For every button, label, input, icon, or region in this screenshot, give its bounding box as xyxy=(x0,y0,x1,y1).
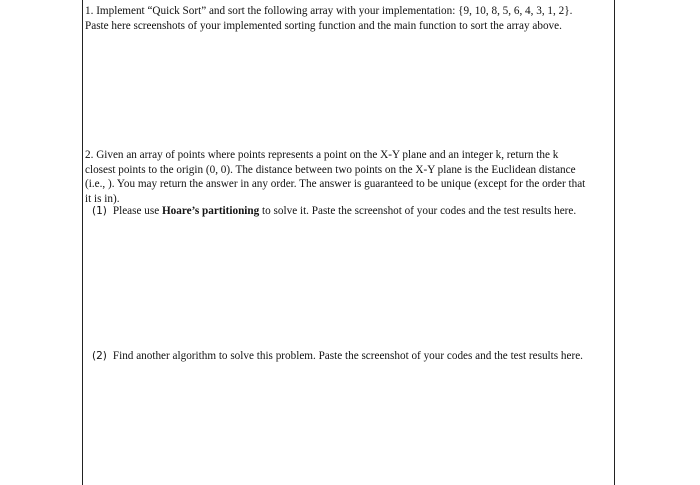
part-1-marker: (1) xyxy=(92,205,107,217)
table-right-border xyxy=(614,0,615,485)
part-1-bold-term: Hoare’s partitioning xyxy=(161,205,260,217)
question-2-part-1 xyxy=(92,204,612,219)
question-2-line-2: closest points to the origin (0, 0). The distance between two points on the X-Y plane is the Euclidean distance xyxy=(85,163,576,176)
question-1-line-1: 1. Implement “Quick Sort” and sort the following array with your implementation: {9, 10, 8, 5, 6, 4, 3, 1, 2}. xyxy=(85,5,573,17)
part-1-suffix: to solve it. Paste the screenshot of your codes and the test results here. xyxy=(259,205,577,217)
question-2-line-1: 2. Given an array of points where points represents a point on the X-Y plane and an integer k, return the k xyxy=(85,149,559,161)
part-2-marker: (2) xyxy=(92,350,107,362)
question-1 xyxy=(85,4,613,33)
question-2-part-2 xyxy=(92,349,612,364)
question-2-line-3: (i.e., ). You may return the answer in any order. The answer is guaranteed to be unique (except for the order that xyxy=(85,178,586,191)
table-left-border xyxy=(82,0,83,485)
question-1-line-2: Paste here screenshots of your implemented sorting function and the main function to sort the array above. xyxy=(85,19,562,32)
question-2 xyxy=(85,148,613,206)
part-1-prefix: Please use xyxy=(112,205,162,217)
question-2-line-4: it is in). xyxy=(85,192,120,205)
part-2-text: Find another algorithm to solve this problem. Paste the screenshot of your codes and the test results here. xyxy=(112,350,583,362)
